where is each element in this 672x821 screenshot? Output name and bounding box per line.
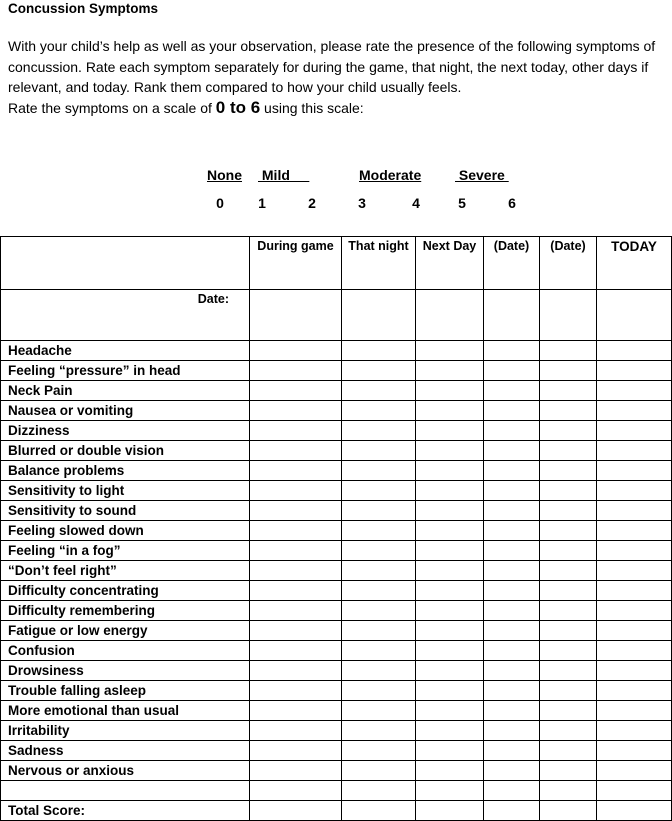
rating-cell[interactable] [416,361,484,381]
rating-cell[interactable] [597,441,672,461]
rating-cell[interactable] [250,381,342,401]
scale-label-moderate: Moderate [359,167,422,183]
rating-cell[interactable] [342,781,416,801]
table-row [1,401,672,421]
symptom-name: Neck Pain [1,381,250,401]
rating-cell[interactable] [484,701,540,721]
rating-cell[interactable] [342,421,416,441]
rating-cell[interactable] [342,761,416,781]
rating-cell[interactable] [250,681,342,701]
symptom-name: Sensitivity to light [1,481,250,501]
scale-range: 0 to 6 [215,98,261,117]
rating-cell[interactable] [540,401,597,421]
rating-cell[interactable] [250,661,342,681]
rating-cell[interactable] [484,441,540,461]
rating-cell[interactable] [484,741,540,761]
date-entry-cell[interactable] [250,290,342,341]
rating-cell[interactable] [250,501,342,521]
rating-cell[interactable] [250,621,342,641]
symptom-name: Nervous or anxious [1,761,250,781]
rating-cell[interactable] [597,661,672,681]
symptom-name: Headache [1,341,250,361]
scale-number-2: 2 [308,195,316,211]
rating-cell[interactable] [597,541,672,561]
rating-cell[interactable] [416,741,484,761]
rating-cell[interactable] [484,481,540,501]
rating-cell[interactable] [250,541,342,561]
rating-cell[interactable] [416,401,484,421]
rating-cell[interactable] [540,641,597,661]
rating-cell[interactable] [597,801,672,821]
rating-cell[interactable] [416,681,484,701]
rating-cell[interactable] [250,521,342,541]
rating-cell[interactable] [540,661,597,681]
symptom-name: “Don’t feel right” [1,561,250,581]
rating-cell[interactable] [540,521,597,541]
rating-cell[interactable] [484,361,540,381]
rating-cell[interactable] [342,361,416,381]
symptom-name: Drowsiness [1,661,250,681]
rating-cell[interactable] [484,801,540,821]
symptom-name: Confusion [1,641,250,661]
rating-cell[interactable] [597,361,672,381]
rating-cell[interactable] [342,541,416,561]
rating-cell[interactable] [540,441,597,461]
symptom-name: Feeling “pressure” in head [1,361,250,381]
rating-cell[interactable] [342,381,416,401]
rating-cell[interactable] [342,641,416,661]
rating-cell[interactable] [416,381,484,401]
rating-cell[interactable] [597,501,672,521]
table-row [1,681,672,701]
scale-instruction-prefix: Rate the symptoms on a scale of [8,100,216,116]
rating-cell[interactable] [597,641,672,661]
rating-cell[interactable] [416,781,484,801]
table-row [1,801,672,821]
rating-cell[interactable] [597,761,672,781]
scale-number-5: 5 [458,195,466,211]
rating-cell[interactable] [416,421,484,441]
rating-cell[interactable] [484,621,540,641]
symptom-rows [1,341,672,821]
rating-cell[interactable] [597,561,672,581]
rating-cell[interactable] [250,701,342,721]
rating-cell[interactable] [540,701,597,721]
scale-number-1: 1 [258,195,266,211]
table-row [1,601,672,621]
rating-cell[interactable] [597,601,672,621]
table-row [1,361,672,381]
rating-cell[interactable] [250,421,342,441]
rating-cell[interactable] [484,341,540,361]
table-row [1,381,672,401]
rating-cell[interactable] [416,601,484,621]
rating-cell[interactable] [597,721,672,741]
rating-cell[interactable] [250,461,342,481]
rating-cell[interactable] [540,721,597,741]
rating-cell[interactable] [342,501,416,521]
rating-cell[interactable] [540,741,597,761]
rating-cell[interactable] [342,441,416,461]
rating-cell[interactable] [540,461,597,481]
column-header: Next Day [416,237,484,290]
table-row [1,341,672,361]
scale-label-mild: Mild [258,167,310,183]
date-row [1,290,672,341]
rating-cell[interactable] [484,501,540,521]
rating-cell[interactable] [342,581,416,601]
symptom-name: Difficulty concentrating [1,581,250,601]
table-row [1,561,672,581]
rating-cell[interactable] [540,781,597,801]
rating-cell[interactable] [416,541,484,561]
rating-cell[interactable] [250,341,342,361]
date-entry-cell[interactable] [416,290,484,341]
rating-cell[interactable] [484,581,540,601]
rating-cell[interactable] [540,801,597,821]
rating-cell[interactable] [540,681,597,701]
rating-cell[interactable] [540,501,597,521]
table-row [1,761,672,781]
rating-cell[interactable] [342,801,416,821]
symptom-table [0,236,672,821]
rating-cell[interactable] [342,481,416,501]
symptom-name: Dizziness [1,421,250,441]
column-header: During game [250,237,342,290]
column-header: That night [342,237,416,290]
rating-cell[interactable] [342,521,416,541]
rating-cell[interactable] [416,801,484,821]
rating-cell[interactable] [484,381,540,401]
rating-cell[interactable] [416,621,484,641]
rating-cell[interactable] [416,501,484,521]
scale-instruction [8,98,364,118]
rating-cell[interactable] [250,441,342,461]
date-label: Date: [1,290,250,341]
rating-cell[interactable] [484,601,540,621]
symptom-name: Feeling slowed down [1,521,250,541]
symptom-name: Fatigue or low energy [1,621,250,641]
rating-cell[interactable] [342,741,416,761]
column-header: (Date) [540,237,597,290]
rating-cell[interactable] [484,721,540,741]
table-row [1,501,672,521]
rating-cell[interactable] [342,601,416,621]
symptom-name: Sensitivity to sound [1,501,250,521]
symptom-name: Balance problems [1,461,250,481]
rating-cell[interactable] [597,421,672,441]
header-blank-cell [1,237,250,290]
rating-cell[interactable] [484,401,540,421]
rating-cell[interactable] [597,481,672,501]
table-row [1,481,672,501]
table-row [1,421,672,441]
rating-cell[interactable] [416,481,484,501]
rating-cell[interactable] [484,641,540,661]
rating-cell[interactable] [416,701,484,721]
scale-label-none: None [207,167,242,183]
rating-cell[interactable] [416,761,484,781]
rating-cell[interactable] [342,401,416,421]
scale-label-severe: Severe [455,167,509,183]
rating-cell[interactable] [416,721,484,741]
rating-cell[interactable] [416,581,484,601]
scale-number-6: 6 [508,195,516,211]
rating-cell[interactable] [597,381,672,401]
rating-cell[interactable] [484,421,540,441]
rating-cell[interactable] [597,701,672,721]
rating-cell[interactable] [484,661,540,681]
rating-cell[interactable] [597,781,672,801]
rating-cell[interactable] [250,801,342,821]
date-entry-cell[interactable] [484,290,540,341]
table-row [1,661,672,681]
rating-cell[interactable] [250,581,342,601]
rating-cell[interactable] [597,741,672,761]
rating-cell[interactable] [484,541,540,561]
rating-cell[interactable] [342,461,416,481]
rating-cell[interactable] [416,661,484,681]
date-entry-cell[interactable] [597,290,672,341]
rating-cell[interactable] [540,581,597,601]
rating-cell[interactable] [342,681,416,701]
column-header: (Date) [484,237,540,290]
rating-cell[interactable] [597,461,672,481]
rating-cell[interactable] [540,601,597,621]
rating-cell[interactable] [416,641,484,661]
rating-cell[interactable] [597,621,672,641]
table-row [1,581,672,601]
table-row [1,621,672,641]
rating-cell[interactable] [250,761,342,781]
date-entry-cell[interactable] [540,290,597,341]
rating-cell[interactable] [416,461,484,481]
scale-number-0: 0 [216,195,224,211]
rating-cell[interactable] [597,581,672,601]
rating-cell[interactable] [416,521,484,541]
rating-cell[interactable] [540,541,597,561]
scale-number-4: 4 [412,195,420,211]
rating-cell[interactable] [342,661,416,681]
rating-cell[interactable] [484,521,540,541]
table-row [1,741,672,761]
rating-cell[interactable] [540,621,597,641]
symptom-name: More emotional than usual [1,701,250,721]
rating-cell[interactable] [342,561,416,581]
rating-cell[interactable] [250,561,342,581]
rating-cell[interactable] [250,361,342,381]
table-row [1,541,672,561]
rating-cell[interactable] [342,701,416,721]
rating-cell[interactable] [484,781,540,801]
rating-cell[interactable] [250,781,342,801]
table-row [1,441,672,461]
table-header-row [1,237,672,290]
scale-number-3: 3 [358,195,366,211]
symptom-name: Nausea or vomiting [1,401,250,421]
symptom-name: Total Score: [1,801,250,821]
table-row [1,721,672,741]
rating-cell[interactable] [484,681,540,701]
rating-cell[interactable] [250,641,342,661]
intro-paragraph: With your child’s help as well as your observation, please rate the presence of the following symptoms of concussion. Rate each symptom separately for during the game, that night, the next today, other days if relevant, and today. Rank them compared to how your child usually feels. [8,38,656,96]
rating-cell[interactable] [250,601,342,621]
rating-cell[interactable] [597,681,672,701]
column-header: TODAY [597,237,672,290]
table-row [1,701,672,721]
rating-cell[interactable] [484,761,540,781]
rating-cell[interactable] [540,421,597,441]
rating-cell[interactable] [540,761,597,781]
rating-cell[interactable] [540,561,597,581]
rating-cell[interactable] [597,521,672,541]
symptom-name: Blurred or double vision [1,441,250,461]
scale-instruction-suffix: using this scale: [260,100,364,116]
rating-cell[interactable] [250,481,342,501]
rating-cell[interactable] [540,481,597,501]
table-row [1,461,672,481]
rating-cell[interactable] [597,341,672,361]
table-row [1,781,672,801]
rating-cell[interactable] [250,741,342,761]
symptom-name: Feeling “in a fog” [1,541,250,561]
rating-cell[interactable] [250,401,342,421]
table-row [1,521,672,541]
symptom-name [1,781,250,801]
symptom-name: Difficulty remembering [1,601,250,621]
rating-cell[interactable] [342,721,416,741]
rating-cell[interactable] [416,441,484,461]
date-entry-cell[interactable] [342,290,416,341]
rating-cell[interactable] [540,341,597,361]
rating-cell[interactable] [342,621,416,641]
intro-text [8,36,668,98]
rating-cell[interactable] [597,401,672,421]
rating-cell[interactable] [416,341,484,361]
symptom-name: Sadness [1,741,250,761]
rating-cell[interactable] [342,341,416,361]
rating-cell[interactable] [484,461,540,481]
table-row [1,641,672,661]
rating-cell[interactable] [484,561,540,581]
rating-cell[interactable] [416,561,484,581]
symptom-name: Irritability [1,721,250,741]
rating-cell[interactable] [540,361,597,381]
page-title: Concussion Symptoms [8,1,159,16]
symptom-name: Trouble falling asleep [1,681,250,701]
rating-cell[interactable] [540,381,597,401]
rating-cell[interactable] [250,721,342,741]
